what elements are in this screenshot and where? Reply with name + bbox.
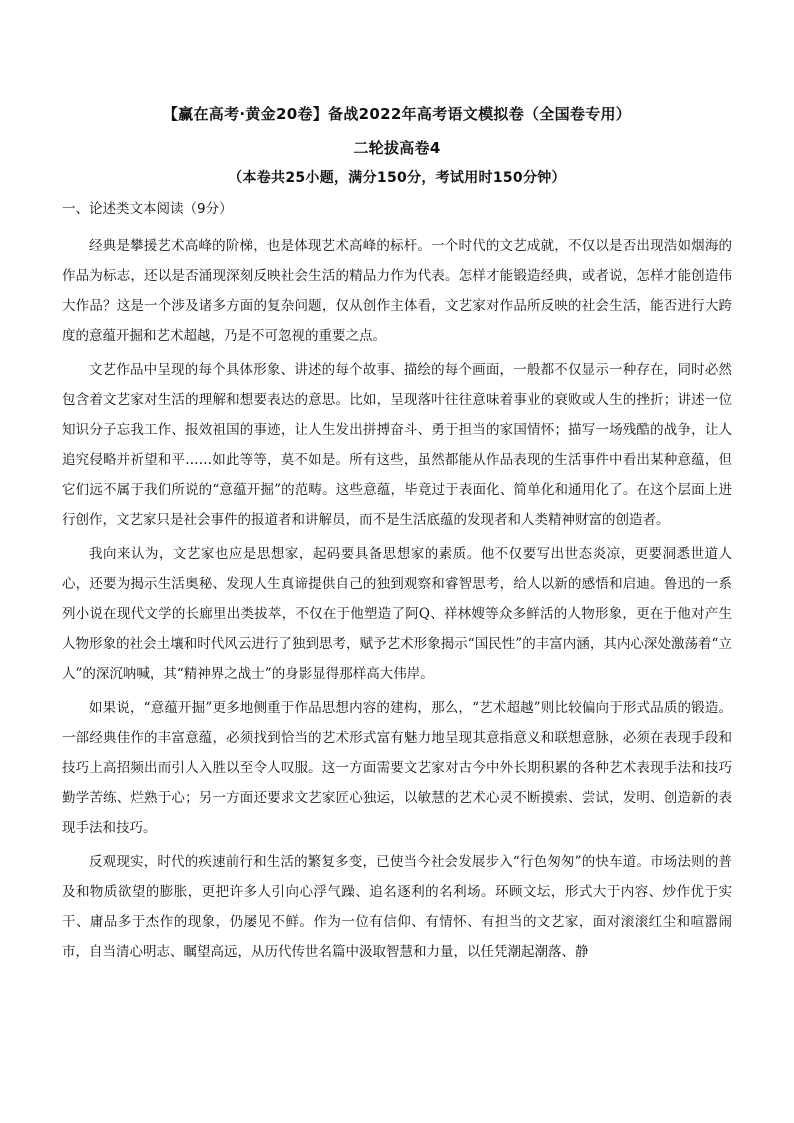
paragraph-4: 如果说，“意蕴开掘”更多地侧重于作品思想内容的建构，那么，“艺术超越”则比较偏向于形式品质的锻造。一部经典佳作的丰富意蕴，必须找到恰当的艺术形式富有魅力地呈现其意指意义和联想意脉，必须在表现手段和技巧上高招频出而引人入胜以至令人叹服。这一方面需要文艺家对古今中外长期积累的各种艺术表现手法和技巧勤学苦练、烂熟于心；另一方面还要求文艺家匠心独运，以敏慧的艺术心灵不断摸索、尝试，发明、创造新的表现手法和技巧。 [62, 700, 732, 836]
paragraph-1: 经典是攀援艺术高峰的阶梯，也是体现艺术高峰的标杆。一个时代的文艺成就，不仅以是否出现浩如烟海的作品为标志，还以是否涌现深刻反映社会生活的精品力作为代表。怎样才能锻造经典，或者说，怎样才能创造伟大作品？这是一个涉及诸多方面的复杂问题，仅从创作主体看，文艺家对作品所反映的社会生活，能否进行大跨度的意蕴开掘和艺术超越，乃是不可忽视的重要之点。 [62, 238, 732, 344]
exam-note: （本卷共25小题，满分150分，考试用时150分钟） [228, 170, 566, 186]
passage-body [62, 231, 732, 971]
section-heading: 一、论述类文本阅读（9分） [62, 201, 233, 217]
paragraph-2: 文艺作品中呈现的每个具体形象、讲述的每个故事、描绘的每个画面，一般都不仅显示一种存在，同时必然包含着文艺家对生活的理解和想要表达的意思。比如，呈现落叶往往意味着事业的衰败或人生的挫折；讲述一位知识分子忘我工作、报效祖国的事迹，让人生发出拼搏奋斗、勇于担当的家国情怀；描写一场残酷的战争，让人追究侵略并祈望和平……如此等等，莫不如是。所有这些，虽然都能从作品表现的生活事件中看出某种意蕴，但它们远不属于我们所说的“意蕴开掘”的范畴。这些意蕴，毕竟过于表面化、简单化和通用化了。在这个层面上进行创作，文艺家只是社会事件的报道者和讲解员，而不是生活底蕴的发现者和人类精神财富的创造者。 [62, 362, 732, 528]
exam-subtitle: 二轮拔高卷4 [353, 139, 441, 157]
exam-title: 【赢在高考·黄金20卷】备战2022年高考语文模拟卷（全国卷专用） [162, 105, 632, 123]
paragraph-5: 反观现实，时代的疾速前行和生活的繁复多变，已使当今社会发展步入“行色匆匆”的快车道。市场法则的普及和物质欲望的膨胀，更把许多人引向心浮气躁、追名逐利的名利场。环顾文坛，形式大于内容、炒作优于实干、庸品多于杰作的现象，仍屡见不鲜。作为一位有信仰、有情怀、有担当的文艺家，面对滚滚红尘和喧嚣闹市，自当清心明志、瞩望高远，从历代传世名篇中汲取智慧和力量，以任凭潮起潮落、静 [62, 854, 732, 960]
paragraph-3: 我向来认为，文艺家也应是思想家，起码要具备思想家的素质。他不仅要写出世态炎凉，更要洞悉世道人心，还要为揭示生活奥秘、发现人生真谛提供自己的独到观察和睿智思考，给人以新的感悟和启迪。鲁迅的一系列小说在现代文学的长廊里出类拔萃，不仅在于他塑造了阿Q、祥林嫂等众多鲜活的人物形象，更在于他对产生人物形象的社会土壤和时代风云进行了独到思考，赋予艺术形象揭示“国民性”的丰富内涵，其内心深处激荡着“立人”的深沉呐喊，其“精神界之战士”的身影显得那样高大伟岸。 [62, 546, 732, 682]
